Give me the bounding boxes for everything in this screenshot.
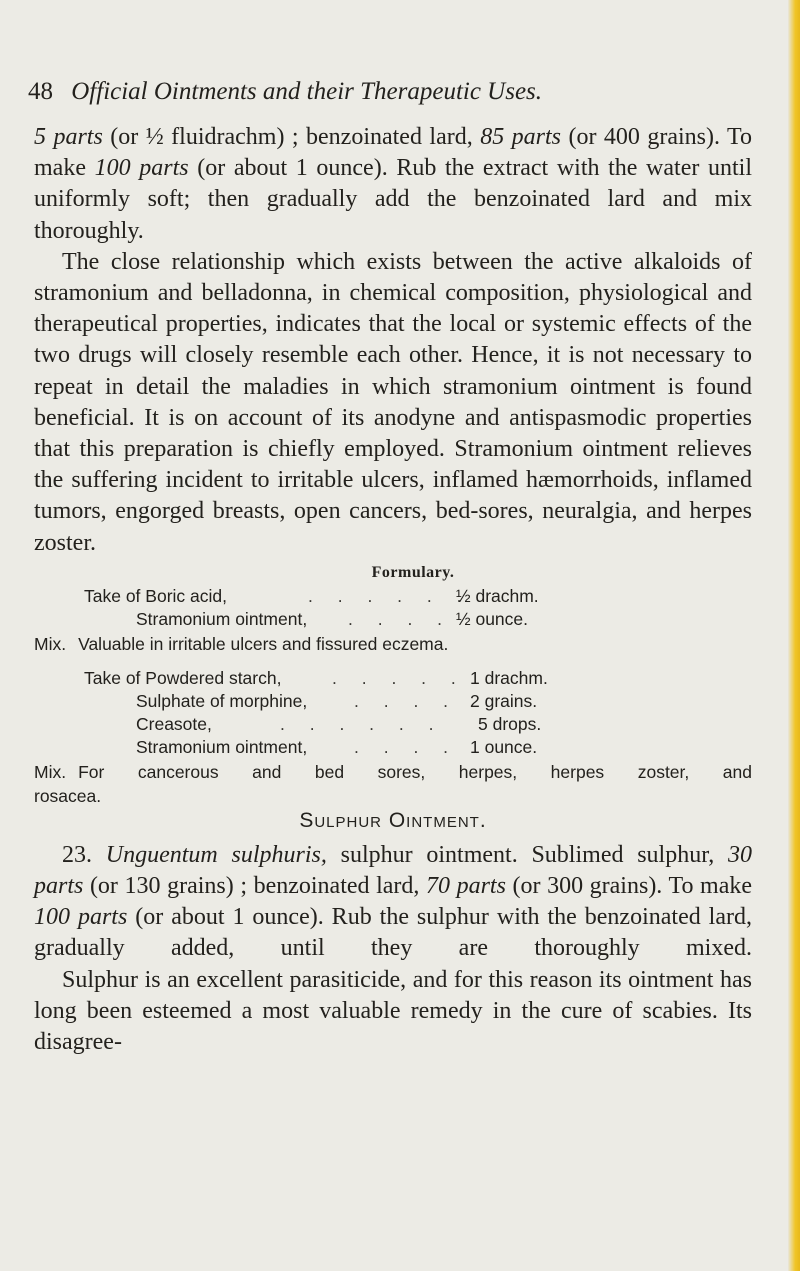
- directions-text: For cancerous and bed sores, herpes, herpes zoster, and: [78, 761, 752, 782]
- page-body: [34, 122, 752, 1058]
- ingredient-quantity: 2 grains.: [470, 690, 538, 711]
- paragraph-sulphur-uses: Sulphur is an excellent parasiticide, and for this reason its ointment has long been esteemed a most valuable remedy in the cure of scabies. Its disagree-: [34, 966, 752, 1056]
- text-italic: 5 parts: [34, 124, 103, 150]
- leader-dots: . . . .: [348, 608, 453, 629]
- formula-2-directions-cont: rosacea.: [34, 785, 102, 806]
- ingredient-quantity: ½ ounce.: [456, 608, 528, 629]
- paragraph-continuation: [34, 122, 752, 247]
- formula-row: [34, 609, 752, 632]
- formula-row: [34, 714, 752, 737]
- ingredient-quantity: 1 drachm.: [470, 667, 548, 688]
- formula-1: [34, 586, 752, 632]
- text-run: (or 130 grains) ; benzoinated lard,: [83, 873, 426, 900]
- formula-2-directions: [34, 760, 752, 784]
- entry-number: 23.: [62, 841, 106, 868]
- ingredient-quantity: ½ drachm.: [456, 585, 539, 606]
- ingredient-name: Sulphate of morphine,: [136, 690, 308, 711]
- section-heading-sulphur: Sulphur Ointment.: [299, 808, 487, 832]
- text-run: (or ½ fluidrachm) ; benzoinated lard,: [102, 124, 481, 150]
- text-run: sulphur ointment. Sublimed sulphur,: [326, 841, 729, 868]
- ingredient-name: Stramonium ointment,: [136, 608, 308, 629]
- paragraph-stramonium-uses: The close relationship which exists between the active alkaloids of stramonium and belladonna, in chemical composition, physiological and therapeutical properties, indicates that the local or systemic effects of the two drugs will closely resemble each other. Hence, it is not necessary to repeat in detail the maladies in which stramonium ointment is found beneficial. It is on account of its anodyne and antispasmodic properties that this preparation is chiefly employed. Stramonium ointment relieves the suffering incident to irritable ulcers, inflamed hæmorrhoids, inflamed tumors, engorged breasts, open cancers, bed-sores, neuralgia, and herpes zoster.: [34, 248, 752, 556]
- leader-dots: . . . . . .: [280, 713, 444, 734]
- page-edge-stripe: [788, 0, 800, 1271]
- leader-dots: . . . .: [354, 690, 459, 711]
- leader-dots: . . . .: [354, 736, 459, 757]
- text-run: (or 400 grains). To make: [34, 124, 752, 182]
- formula-row: [34, 691, 752, 714]
- page-number: 48: [28, 78, 53, 105]
- ingredient-name: Take of Boric acid,: [84, 585, 227, 606]
- formula-row: [34, 586, 752, 609]
- directions-text: Valuable in irritable ulcers and fissured eczema.: [78, 633, 449, 654]
- ingredient-name: Take of Powdered starch,: [84, 667, 282, 688]
- ingredient-name: Stramonium ointment,: [136, 736, 308, 757]
- text-italic: Unguentum sulphuris,: [105, 841, 327, 868]
- ingredient-quantity: 5 drops.: [478, 713, 542, 734]
- text-italic: 30 parts: [34, 841, 753, 900]
- formula-row: [34, 668, 752, 691]
- mix-label: Mix.: [34, 633, 67, 654]
- ingredient-name: Creasote,: [136, 713, 212, 734]
- running-header: [28, 78, 748, 106]
- ingredient-quantity: 1 ounce.: [470, 736, 538, 757]
- running-title: Official Ointments and their Therapeutic Uses.: [71, 78, 543, 105]
- text-italic: 100 parts: [94, 155, 189, 182]
- text-italic: 85 parts: [480, 124, 561, 150]
- text-italic: 100 parts: [34, 904, 128, 931]
- leader-dots: . . . . .: [332, 667, 466, 688]
- mix-label: Mix.: [34, 761, 67, 782]
- text-run: (or about 1 ounce). Rub the extract with the water until uniformly soft; then gradually add the benzoinated lard and mix thoroughly.: [34, 155, 752, 244]
- formulary-heading: Formulary.: [371, 563, 455, 581]
- text-run: (or 300 grains). To make: [505, 873, 752, 900]
- leader-dots: . . . . . .: [308, 585, 472, 606]
- formula-row: [34, 737, 752, 760]
- formula-1-directions: [34, 632, 752, 656]
- text-run: (or about 1 ounce). Rub the sulphur with the benzoinated lard, gradually added, until they are thoroughly mixed.: [34, 904, 752, 962]
- paragraph-sulphur-recipe: [34, 840, 752, 965]
- formula-2: [34, 668, 752, 760]
- text-italic: 70 parts: [426, 873, 506, 900]
